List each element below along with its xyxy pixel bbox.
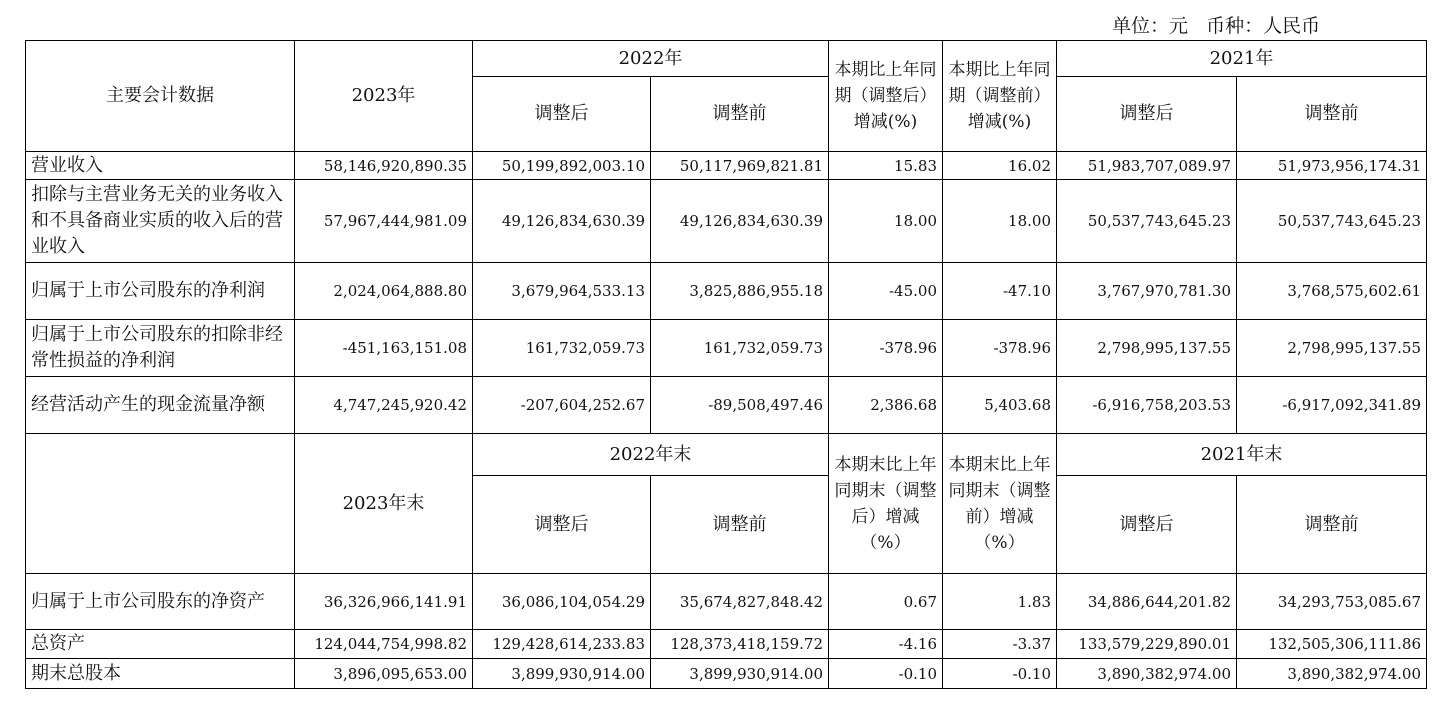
cell-2022-adjusted: 3,899,930,914.00 xyxy=(473,659,651,689)
cell-2022-adjusted: 36,086,104,054.29 xyxy=(473,574,651,630)
header-2023: 2023年 xyxy=(295,41,473,152)
cell-2021-unadjusted: 3,890,382,974.00 xyxy=(1237,659,1427,689)
cell-2021-adjusted: 51,983,707,089.97 xyxy=(1057,152,1237,180)
header-item-empty xyxy=(26,434,295,574)
header-change-unadjusted: 本期比上年同期（调整前）增减(%) xyxy=(943,41,1057,152)
cell-change-adjusted: -0.10 xyxy=(829,659,943,689)
table-row xyxy=(26,574,1427,630)
cell-change-unadjusted: 18.00 xyxy=(943,180,1057,263)
cell-2022-unadjusted: 50,117,969,821.81 xyxy=(651,152,829,180)
cell-2022-unadjusted: -89,508,497.46 xyxy=(651,377,829,434)
cell-2021-adjusted: 3,767,970,781.30 xyxy=(1057,263,1237,320)
cell-change-unadjusted: -0.10 xyxy=(943,659,1057,689)
cell-2023: -451,163,151.08 xyxy=(295,320,473,377)
cell-2022-adjusted: 3,679,964,533.13 xyxy=(473,263,651,320)
header-2021-unadjusted: 调整前 xyxy=(1237,77,1427,152)
key-accounting-data-table xyxy=(25,40,1427,689)
cell-2022-unadjusted: 35,674,827,848.42 xyxy=(651,574,829,630)
row-label: 总资产 xyxy=(26,630,295,659)
cell-2021-adjusted: -6,916,758,203.53 xyxy=(1057,377,1237,434)
cell-2022-adjusted: 161,732,059.73 xyxy=(473,320,651,377)
cell-change-unadjusted: 1.83 xyxy=(943,574,1057,630)
cell-2021-unadjusted: 51,973,956,174.31 xyxy=(1237,152,1427,180)
cell-2021-unadjusted: 34,293,753,085.67 xyxy=(1237,574,1427,630)
cell-change-adjusted: 15.83 xyxy=(829,152,943,180)
cell-change-adjusted: -4.16 xyxy=(829,630,943,659)
header-2023-end: 2023年末 xyxy=(295,434,473,574)
cell-2022-unadjusted: 128,373,418,159.72 xyxy=(651,630,829,659)
table-row xyxy=(26,377,1427,434)
cell-change-unadjusted: -3.37 xyxy=(943,630,1057,659)
header-2022-unadjusted: 调整前 xyxy=(651,77,829,152)
header-2022-end-unadjusted: 调整前 xyxy=(651,476,829,574)
header-change-adjusted: 本期比上年同期（调整后）增减(%) xyxy=(829,41,943,152)
cell-change-adjusted: 18.00 xyxy=(829,180,943,263)
cell-change-unadjusted: -47.10 xyxy=(943,263,1057,320)
cell-2021-unadjusted: 50,537,743,645.23 xyxy=(1237,180,1427,263)
table-row xyxy=(26,630,1427,659)
table-row xyxy=(26,152,1427,180)
cell-2023: 57,967,444,981.09 xyxy=(295,180,473,263)
header-2022-end: 2022年末 xyxy=(473,434,829,476)
cell-change-unadjusted: 16.02 xyxy=(943,152,1057,180)
header-2021: 2021年 xyxy=(1057,41,1427,77)
header-2021-end-unadjusted: 调整前 xyxy=(1237,476,1427,574)
cell-2022-unadjusted: 3,899,930,914.00 xyxy=(651,659,829,689)
table-row xyxy=(26,180,1427,263)
cell-change-adjusted: -378.96 xyxy=(829,320,943,377)
header-2022-adjusted: 调整后 xyxy=(473,77,651,152)
cell-2021-adjusted: 50,537,743,645.23 xyxy=(1057,180,1237,263)
table-row xyxy=(26,659,1427,689)
cell-2023: 36,326,966,141.91 xyxy=(295,574,473,630)
row-label: 期末总股本 xyxy=(26,659,295,689)
row-label: 营业收入 xyxy=(26,152,295,180)
header-item: 主要会计数据 xyxy=(26,41,295,152)
header-end-change-adjusted: 本期末比上年同期末（调整后）增减（%） xyxy=(829,434,943,574)
row-label: 归属于上市公司股东的扣除非经常性损益的净利润 xyxy=(26,320,295,377)
cell-2022-adjusted: -207,604,252.67 xyxy=(473,377,651,434)
cell-2021-adjusted: 2,798,995,137.55 xyxy=(1057,320,1237,377)
cell-2023: 124,044,754,998.82 xyxy=(295,630,473,659)
cell-change-adjusted: 2,386.68 xyxy=(829,377,943,434)
cell-change-unadjusted: 5,403.68 xyxy=(943,377,1057,434)
cell-2023: 2,024,064,888.80 xyxy=(295,263,473,320)
cell-2021-unadjusted: -6,917,092,341.89 xyxy=(1237,377,1427,434)
cell-change-adjusted: 0.67 xyxy=(829,574,943,630)
cell-change-adjusted: -45.00 xyxy=(829,263,943,320)
cell-2022-unadjusted: 3,825,886,955.18 xyxy=(651,263,829,320)
header-end-change-unadjusted: 本期末比上年同期末（调整前）增减（%） xyxy=(943,434,1057,574)
row-label: 经营活动产生的现金流量净额 xyxy=(26,377,295,434)
header-2022: 2022年 xyxy=(473,41,829,77)
cell-2023: 3,896,095,653.00 xyxy=(295,659,473,689)
cell-2023: 58,146,920,890.35 xyxy=(295,152,473,180)
unit-currency-note: 单位：元 币种：人民币 xyxy=(1112,15,1321,37)
cell-change-unadjusted: -378.96 xyxy=(943,320,1057,377)
header-2021-end-adjusted: 调整后 xyxy=(1057,476,1237,574)
table-row xyxy=(26,320,1427,377)
cell-2021-adjusted: 133,579,229,890.01 xyxy=(1057,630,1237,659)
header-2022-end-adjusted: 调整后 xyxy=(473,476,651,574)
row-label: 归属于上市公司股东的净资产 xyxy=(26,574,295,630)
header-2021-adjusted: 调整后 xyxy=(1057,77,1237,152)
cell-2021-adjusted: 3,890,382,974.00 xyxy=(1057,659,1237,689)
cell-2021-unadjusted: 3,768,575,602.61 xyxy=(1237,263,1427,320)
cell-2022-unadjusted: 161,732,059.73 xyxy=(651,320,829,377)
row-label: 扣除与主营业务无关的业务收入和不具备商业实质的收入后的营业收入 xyxy=(26,180,295,263)
cell-2023: 4,747,245,920.42 xyxy=(295,377,473,434)
cell-2022-adjusted: 50,199,892,003.10 xyxy=(473,152,651,180)
cell-2022-adjusted: 129,428,614,233.83 xyxy=(473,630,651,659)
cell-2022-adjusted: 49,126,834,630.39 xyxy=(473,180,651,263)
table-row xyxy=(26,263,1427,320)
cell-2021-unadjusted: 132,505,306,111.86 xyxy=(1237,630,1427,659)
cell-2022-unadjusted: 49,126,834,630.39 xyxy=(651,180,829,263)
header-2021-end: 2021年末 xyxy=(1057,434,1427,476)
row-label: 归属于上市公司股东的净利润 xyxy=(26,263,295,320)
cell-2021-unadjusted: 2,798,995,137.55 xyxy=(1237,320,1427,377)
cell-2021-adjusted: 34,886,644,201.82 xyxy=(1057,574,1237,630)
